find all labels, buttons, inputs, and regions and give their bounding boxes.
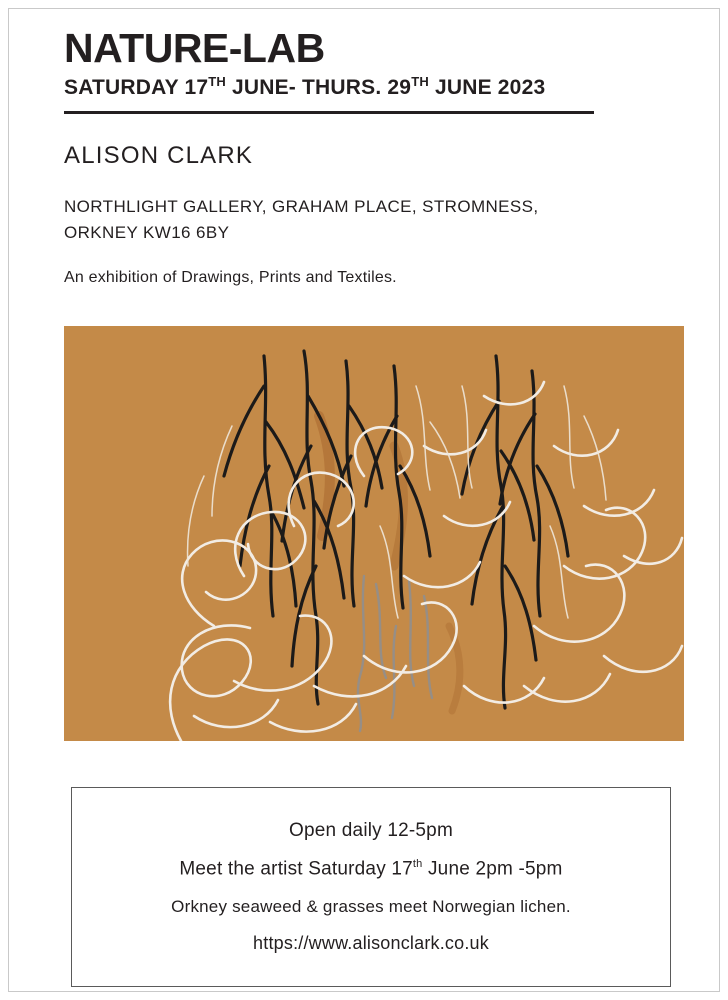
opening-hours: Open daily 12-5pm: [289, 820, 453, 842]
artwork-image: [64, 326, 684, 741]
venue-line-2: ORKNEY KW16 6BY: [64, 223, 230, 243]
dates-suffix: JUNE 2023: [428, 76, 546, 100]
meet-suffix: June 2pm -5pm: [422, 858, 563, 880]
info-panel: [71, 787, 671, 987]
venue-address: [64, 194, 666, 247]
meet-the-artist: [179, 858, 562, 880]
page-title: NATURE-LAB: [64, 25, 325, 71]
exhibition-dates: [64, 74, 666, 100]
poster-header: [64, 27, 666, 287]
header-divider: [64, 111, 594, 114]
theme-text: Orkney seaweed & grasses meet Norwegian lichen.: [171, 896, 571, 916]
dates-ordinal-1: TH: [208, 74, 226, 90]
seaweed-roots-drawing-icon: [64, 326, 684, 741]
artist-name: ALISON CLARK: [64, 142, 254, 170]
meet-ordinal: th: [412, 858, 423, 871]
venue-line-1: NORTHLIGHT GALLERY, GRAHAM PLACE, STROMNESS,: [64, 197, 539, 217]
website-url[interactable]: https://www.alisonclark.co.uk: [253, 932, 489, 953]
dates-ordinal-2: TH: [411, 74, 429, 90]
dates-mid: JUNE- THURS. 29: [225, 76, 412, 100]
poster-page: [8, 8, 720, 992]
exhibition-description: An exhibition of Drawings, Prints and Textiles.: [64, 268, 397, 286]
dates-prefix: SATURDAY 17: [64, 76, 209, 100]
meet-prefix: Meet the artist Saturday 17: [179, 858, 413, 880]
